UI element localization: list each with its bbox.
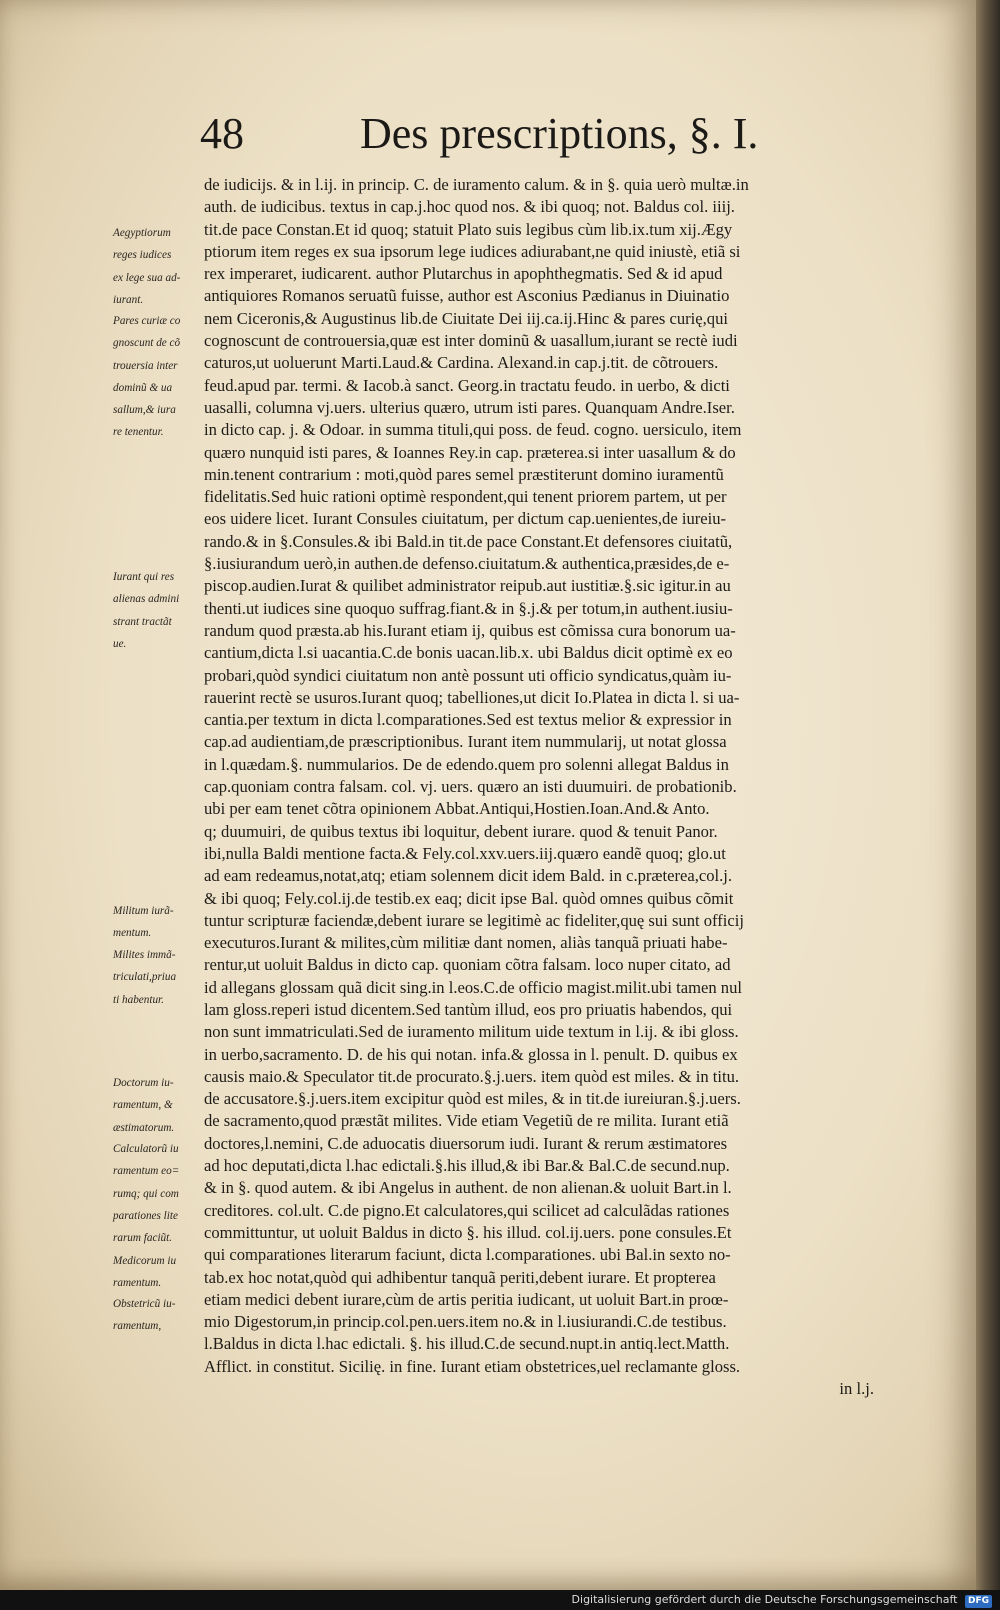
text-line: in dicto cap. j. & Odoar. in summa tituli,qui poss. de feud. cogno. uersiculo, item bbox=[204, 420, 742, 440]
marginal-note-line: rarum faciũt. bbox=[113, 1232, 173, 1245]
text-line: de sacramento,quod præstãt milites. Vide etiam Vegetiũ de re milita. Iurant etiã bbox=[204, 1111, 729, 1131]
text-line: ubi per eam tenet cõtra opinionem Abbat.Antiqui,Hostien.Ioan.And.& Anto. bbox=[204, 799, 710, 819]
marginal-note-line: ramentum, bbox=[113, 1320, 162, 1333]
marginal-note-line: reges iudices bbox=[113, 249, 172, 262]
marginal-note-line: ex lege sua ad- bbox=[113, 271, 181, 284]
marginal-note-line: Obstetricũ iu- bbox=[113, 1298, 176, 1310]
marginal-note-line: mentum. bbox=[113, 927, 152, 940]
text-line: causis maio.& Speculator tit.de procurato.§.j.uers. item quòd est miles. & in titu. bbox=[204, 1066, 740, 1086]
text-line: rentur,ut uoluit Baldus in dicto cap. quoniam cõtra falsam. loco nuper citato, ad bbox=[204, 955, 731, 975]
text-line: rauerint rectè se usuros.Iurant quoq; tabelliones,ut dicit Io.Platea in dicta l. si ua- bbox=[204, 687, 740, 707]
text-line: lam gloss.reperi istud dicentem.Sed tantùm illud, eos pro priuatis habendos, qui bbox=[204, 999, 733, 1019]
text-line: tit.de pace Constan.Et id quoq; statuit Plato suis legibus cùm lib.ix.tum xij.Ægy bbox=[204, 219, 733, 239]
text-line: caturos,ut uoluerunt Marti.Laud.& Cardina. Alexand.in cap.j.tit. de cõtrouers. bbox=[204, 353, 719, 373]
text-line: cantia.per textum in dicta l.comparationes.Sed est textus melior & expressior in bbox=[204, 710, 732, 730]
text-line: uasalli, columna vj.uers. ulterius quæro, utrum isti pares. Quanquam Andre.Iser. bbox=[204, 397, 735, 417]
text-line: in l.quædam.§. nummularios. De de edendo.quem pro solenni allegat Baldus in bbox=[204, 754, 729, 774]
marginal-note-line: Pares curiæ co bbox=[113, 315, 181, 327]
body-text bbox=[204, 174, 874, 1400]
marginal-note-line: ramentum, & bbox=[113, 1099, 173, 1112]
text-line: de iudicijs. & in l.ij. in princip. C. de iuramento calum. & in §. quia uerò multæ.in bbox=[204, 175, 749, 194]
marginal-note-line: dominũ & ua bbox=[113, 381, 173, 394]
text-line: cap.quoniam contra falsam. col. vj. uers. quæro an isti duumuiri. de probationib. bbox=[204, 777, 737, 797]
footer-text: Digitalisierung gefördert durch die Deutsche Forschungsgemeinschaft bbox=[571, 1593, 958, 1606]
text-line: fidelitatis.Sed huic rationi optimè respondent,qui tenent priorem partem, ut per bbox=[204, 487, 727, 507]
text-line: q; duumuiri, de quibus textus ibi loquitur, debent iurare. quod & tenuit Panor. bbox=[204, 821, 718, 841]
marginal-note-line: re tenentur. bbox=[113, 426, 164, 439]
text-line: cognoscunt de controuersia,quæ est inter dominũ & uasallum,iurant se rectè iudi bbox=[204, 331, 738, 351]
marginal-note bbox=[113, 1293, 213, 1338]
marginal-note-line: ti habentur. bbox=[113, 993, 164, 1006]
marginal-note-line: Militum iurã- bbox=[113, 905, 174, 917]
text-line: mio Digestorum,in princip.col.pen.uers.item no.& in l.iusiurandi.C.de testibus. bbox=[204, 1312, 727, 1332]
marginal-note-line: æstimatorum. bbox=[113, 1121, 175, 1134]
marginal-note bbox=[113, 944, 213, 1011]
marginal-note-line: alienas admini bbox=[113, 593, 180, 606]
text-line: id allegans glossam quã dicit sing.in l.eos.C.de officio magist.milit.ubi tamen nul bbox=[204, 977, 743, 997]
marginal-note-line: ramentum. bbox=[113, 1277, 162, 1290]
marginal-note bbox=[113, 1250, 213, 1295]
text-line: & in §. quod autem. & ibi Angelus in authent. de non alienan.& uoluit Bart.in l. bbox=[204, 1178, 732, 1198]
marginal-note bbox=[113, 1072, 213, 1139]
text-line: executuros.Iurant & milites,cùm militiæ dant nomen, aliàs tanquã priuati habe- bbox=[204, 933, 728, 953]
marginal-note-line: sallum,& iura bbox=[113, 404, 176, 417]
page-header bbox=[200, 108, 760, 168]
marginal-note-line: parationes lite bbox=[113, 1209, 178, 1222]
marginal-note-line: triculati,priua bbox=[113, 971, 177, 984]
text-line: cap.ad audientiam,de præscriptionibus. Iurant item nummularij, ut notat glossa bbox=[204, 732, 727, 752]
text-line: eos uidere licet. Iurant Consules ciuitatum, per dictum cap.uenientes,de iureiu- bbox=[204, 509, 727, 529]
marginal-note-line: rumq; qui com bbox=[113, 1187, 179, 1200]
text-line: probari,quòd syndici ciuitatum non antè possunt uti officio syndicatus,quàm iu- bbox=[204, 665, 732, 685]
text-line: creditores. col.ult. C.de pigno.Et calculatores,qui scilicet ad calculãdas rationes bbox=[204, 1200, 730, 1220]
text-line: quæro nunquid isti pares, & Ioannes Rey.in cap. præterea.si inter uasallum & do bbox=[204, 442, 736, 462]
text-line: nem Ciceronis,& Augustinus lib.de Ciuitate Dei iij.ca.ij.Hinc & pares curię,qui bbox=[204, 308, 728, 328]
marginal-note-line: strant tractãt bbox=[113, 615, 172, 628]
text-line: piscop.audien.Iurat & quilibet administrator reipub.aut iustitiæ.§.sic igitur.in au bbox=[204, 576, 731, 596]
marginal-note-line: gnoscunt de cõ bbox=[113, 337, 181, 350]
text-line: ad eam redeamus,notat,atq; etiam solennem dicit idem Bald. in c.præterea,col.j. bbox=[204, 866, 733, 886]
marginal-note-line: Aegyptiorum bbox=[113, 227, 171, 239]
marginal-note-line: trouersia inter bbox=[113, 359, 178, 372]
digitization-footer bbox=[0, 1590, 1000, 1610]
book-spine-edge bbox=[976, 0, 1000, 1590]
marginal-note bbox=[113, 1138, 213, 1249]
text-line: l.Baldus in dicta l.hac edictali. §. his illud.C.de secund.nupt.in antiq.lect.Matth. bbox=[204, 1334, 730, 1354]
text-line: auth. de iudicibus. textus in cap.j.hoc quod nos. & ibi quoq; not. Baldus col. iiij. bbox=[204, 197, 735, 217]
page-number: 48 bbox=[200, 109, 244, 158]
running-title: Des prescriptions, §. I. bbox=[360, 109, 759, 158]
text-line: & ibi quoq; Fely.col.ij.de testib.ex eaq; dicit ipse Bal. quòd omnes quibus cõmit bbox=[204, 888, 734, 908]
text-line: de accusatore.§.j.uers.item excipitur quòd est miles, & in tit.de iureiuran.§.j.uers. bbox=[204, 1089, 741, 1109]
marginal-note-line: Calculatorũ iu bbox=[113, 1143, 179, 1155]
text-line: non sunt immatriculati.Sed de iuramento militum uide textum in l.ij. & ibi gloss. bbox=[204, 1022, 739, 1042]
text-line: etiam medici debent iurare,cùm de artis peritia iudicant, ut uoluit Bart.in proœ- bbox=[204, 1289, 729, 1309]
catchword: in l.j. bbox=[839, 1379, 874, 1399]
text-line: randum quod præsta.ab his.Iurant etiam ij, quibus est cõmissa cura bonorum ua- bbox=[204, 620, 736, 640]
text-line: min.tenent contrarium : moti,quòd pares semel præstiterunt domino iuramentũ bbox=[204, 464, 724, 484]
text-line: rando.& in §.Consules.& ibi Bald.in tit.de pace Constant.Et defensores ciuitatũ, bbox=[204, 531, 733, 551]
marginal-note bbox=[113, 222, 213, 311]
marginal-note bbox=[113, 900, 213, 945]
marginal-note-line: Doctorum iu- bbox=[113, 1077, 174, 1089]
dfg-logo: DFG bbox=[965, 1595, 992, 1608]
marginal-note-line: Medicorum iu bbox=[113, 1255, 177, 1267]
text-line: antiquiores Romanos seruatũ fuisse, author est Asconius Pædianus in Diuinatio bbox=[204, 286, 730, 306]
text-line: thenti.ut iudices sine quoquo suffrag.fiant.& in §.j.& per totum,in authent.iusiu- bbox=[204, 598, 733, 618]
marginal-note-line: ramentum eo= bbox=[113, 1165, 180, 1178]
text-line: ptiorum item reges ex sua ipsorum lege iudices adiurabant,ne quid iniustè, etiã si bbox=[204, 241, 741, 261]
marginal-note-line: ue. bbox=[113, 637, 127, 650]
text-line: rex imperaret, iudicarent. author Plutarchus in apophthegmatis. Sed & id apud bbox=[204, 264, 723, 284]
marginal-note-line: Milites immã- bbox=[113, 949, 176, 961]
text-line: doctores,l.nemini, C.de aduocatis diuersorum iudi. Iurant & rerum æstimatores bbox=[204, 1133, 728, 1153]
text-line: feud.apud par. termi. & Iacob.à sanct. Georg.in tractatu feudo. in uerbo, & dicti bbox=[204, 375, 730, 395]
text-line: tab.ex hoc notat,quòd qui adhibentur tanquã periti,debent iurare. Et propterea bbox=[204, 1267, 716, 1287]
marginal-note bbox=[113, 310, 213, 444]
text-line: in uerbo,sacramento. D. de his qui notan. infa.& glossa in l. penult. D. quibus ex bbox=[204, 1044, 738, 1064]
text-line: ad hoc deputati,dicta l.hac edictali.§.his illud,& ibi Bar.& Bal.C.de secund.nup. bbox=[204, 1156, 730, 1176]
text-line: cantium,dicta l.si uacantia.C.de bonis uacan.lib.x. ubi Baldus dicit optimè ex eo bbox=[204, 643, 733, 663]
text-line: tuntur scripturæ faciendæ,debent iurare se legitimè ac fideliter,quę sui sunt officij bbox=[204, 910, 745, 930]
text-line: §.iusiurandum uerò,in authen.de defenso.ciuitatum.& authentica,præsides,de e- bbox=[204, 554, 730, 574]
text-line: committuntur, ut uoluit Baldus in dicto §. his illud. col.ij.uers. pone consules.Et bbox=[204, 1222, 732, 1242]
text-line: ibi,nulla Baldi mentione facta.& Fely.col.xxv.uers.iij.quæro eandẽ quoq; glo.ut bbox=[204, 843, 726, 863]
marginal-note-line: Iurant qui res bbox=[113, 571, 175, 583]
marginal-note-line: iurant. bbox=[113, 293, 144, 306]
marginal-note bbox=[113, 566, 213, 655]
text-line: qui comparationes literarum faciunt, dicta l.comparationes. ubi Bal.in sexto no- bbox=[204, 1245, 731, 1265]
text-line: Afflict. in constitut. Sicilię. in fine. Iurant etiam obstetrices,uel reclamante gloss. bbox=[204, 1356, 741, 1376]
